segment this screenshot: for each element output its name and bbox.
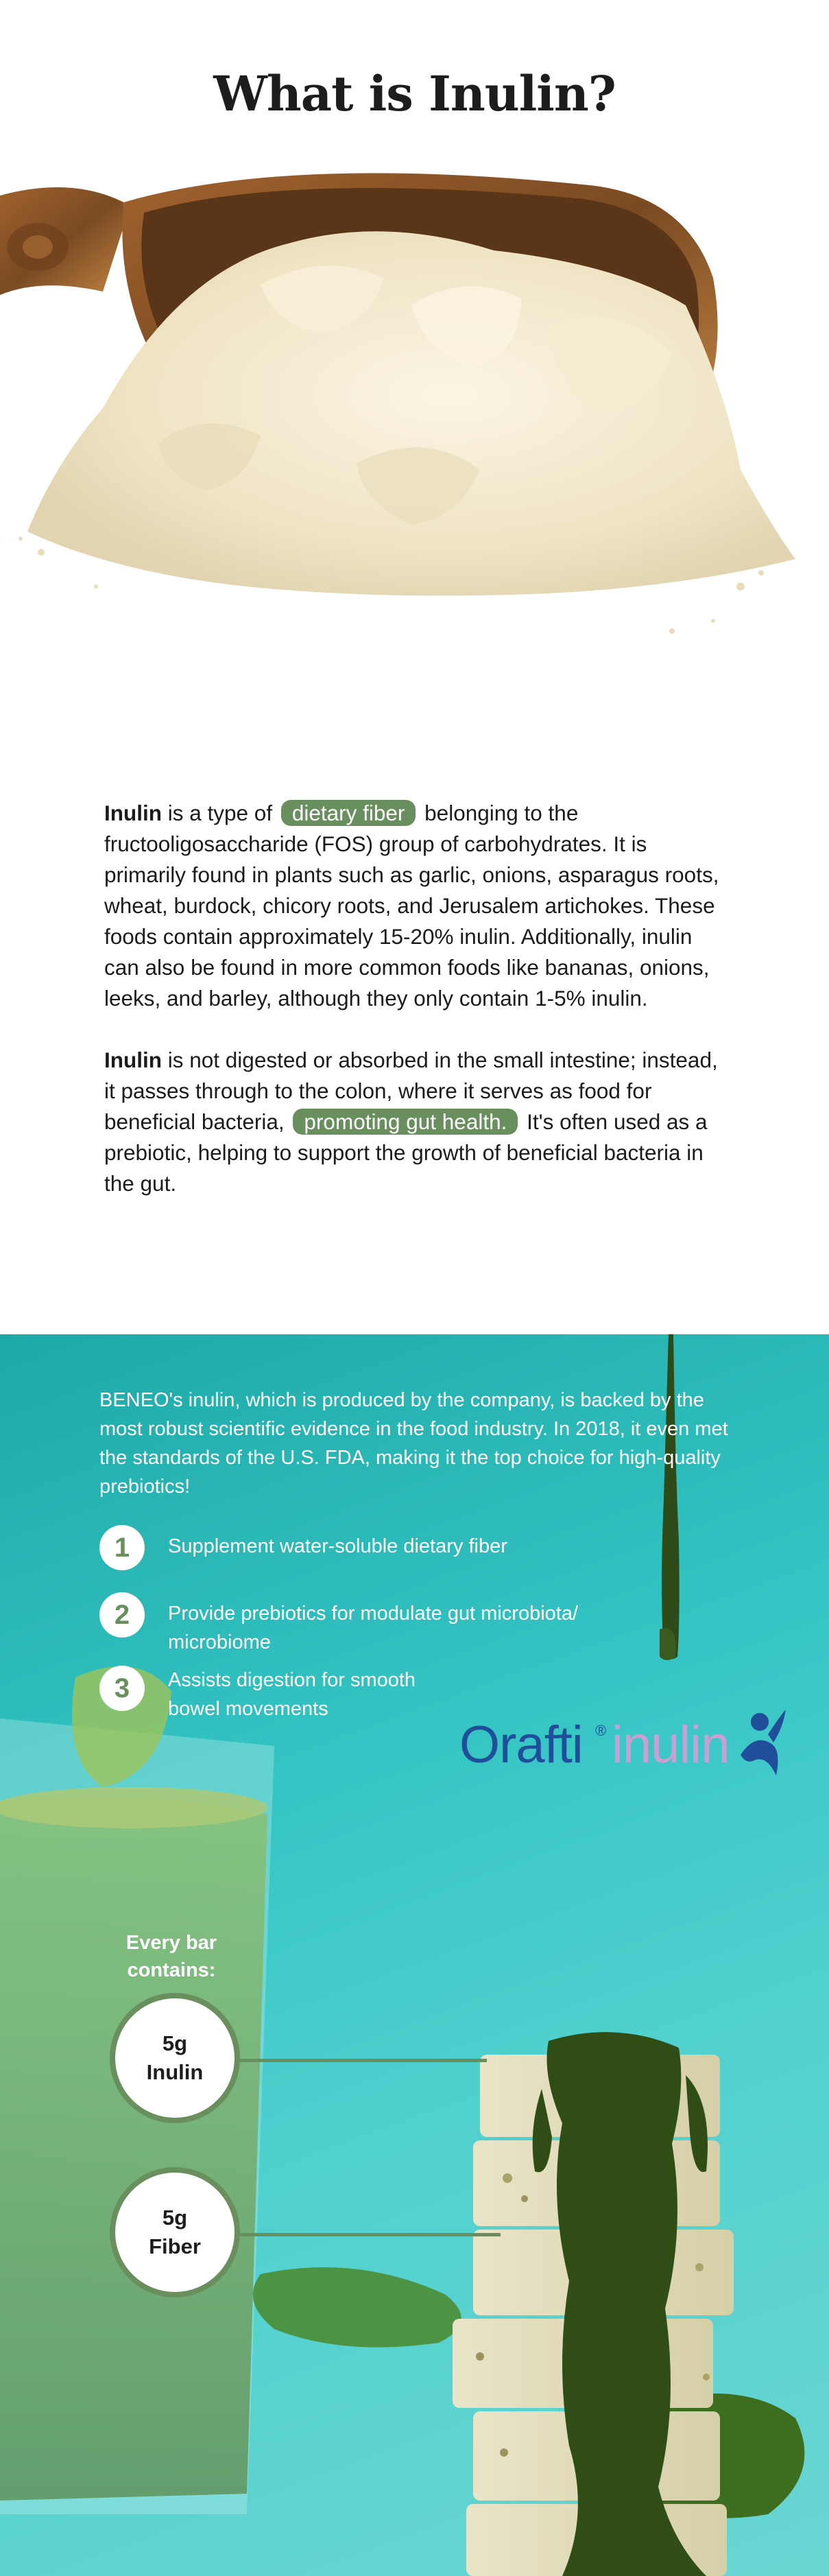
- badge-amount: 5g: [162, 2206, 188, 2230]
- gut-health-highlight: promoting gut health.: [293, 1109, 518, 1135]
- badge-connector-line: [233, 2233, 501, 2236]
- benefit-item: [99, 1592, 662, 1657]
- benefit-text: Assists digestion for smooth bowel movements: [168, 1669, 416, 1720]
- intro-text: [104, 798, 728, 1230]
- logo-brand: Orafti: [459, 1716, 583, 1774]
- intro-paragraph-1: [104, 798, 728, 1014]
- beneo-description: BENEO's inulin, which is produced by the company, is backed by the most robust scientific evidence in the food industry. In 2018, it even met the standards of the U.S. FDA, making it the top choice for high-quality prebiotics!: [99, 1389, 728, 1498]
- page-title: What is Inulin?: [213, 65, 616, 122]
- badge-amount: 5g: [162, 2031, 188, 2055]
- intro-p1-before: is a type of: [161, 801, 278, 825]
- intro-p2-before: is not digested or absorbed in the small intestine; instead, it passes through to the colon, where it serves as food for beneficial bacteria,: [104, 1048, 718, 1134]
- logo-registered-mark: ®: [595, 1722, 607, 1739]
- inulin-term: Inulin: [104, 1048, 162, 1072]
- badge-label: Fiber: [149, 2234, 201, 2258]
- badge-connector-line: [233, 2059, 487, 2062]
- benefit-text: Provide prebiotics for modulate gut microbiota/ microbiome: [168, 1603, 579, 1653]
- badge-label: Inulin: [146, 2060, 204, 2084]
- intro-p2-after: It's often used as a prebiotic, helping to support the growth of beneficial bacteria in the gut.: [104, 1109, 708, 1196]
- dietary-fiber-highlight: dietary fiber: [281, 800, 416, 826]
- benefit-item: [99, 1525, 507, 1570]
- inulin-term: Inulin: [104, 801, 162, 825]
- intro-p1-after: belonging to the fructooligosaccharide (FOS) group of carbohydrates. It is primarily found in plants such as garlic, onions, asparagus roots, wheat, burdock, chicory roots, and Jerusalem artichokes. These foods contain approximately 15-20% inulin. Additionally, inulin can also be found in more common foods like bananas, onions, leeks, and barley, although they only contain 1-5% inulin.: [104, 801, 719, 1011]
- logo-product: inulin: [612, 1716, 730, 1774]
- orafti-inulin-logo: [459, 1715, 789, 1791]
- person-figure-icon: [734, 1707, 789, 1782]
- benefit-number: 3: [99, 1666, 145, 1711]
- benefit-number: 1: [99, 1525, 145, 1570]
- benefit-text: Supplement water-soluble dietary fiber: [168, 1535, 507, 1557]
- beneo-section: [0, 1334, 829, 2576]
- inulin-powder-image: [0, 147, 829, 765]
- benefit-item: [99, 1666, 456, 1723]
- inulin-amount-badge: [110, 1993, 240, 2123]
- intro-paragraph-2: [104, 1045, 728, 1199]
- benefit-number: 2: [99, 1592, 145, 1638]
- every-bar-heading: Every bar contains:: [125, 1932, 217, 1981]
- fiber-amount-badge: [110, 2167, 240, 2297]
